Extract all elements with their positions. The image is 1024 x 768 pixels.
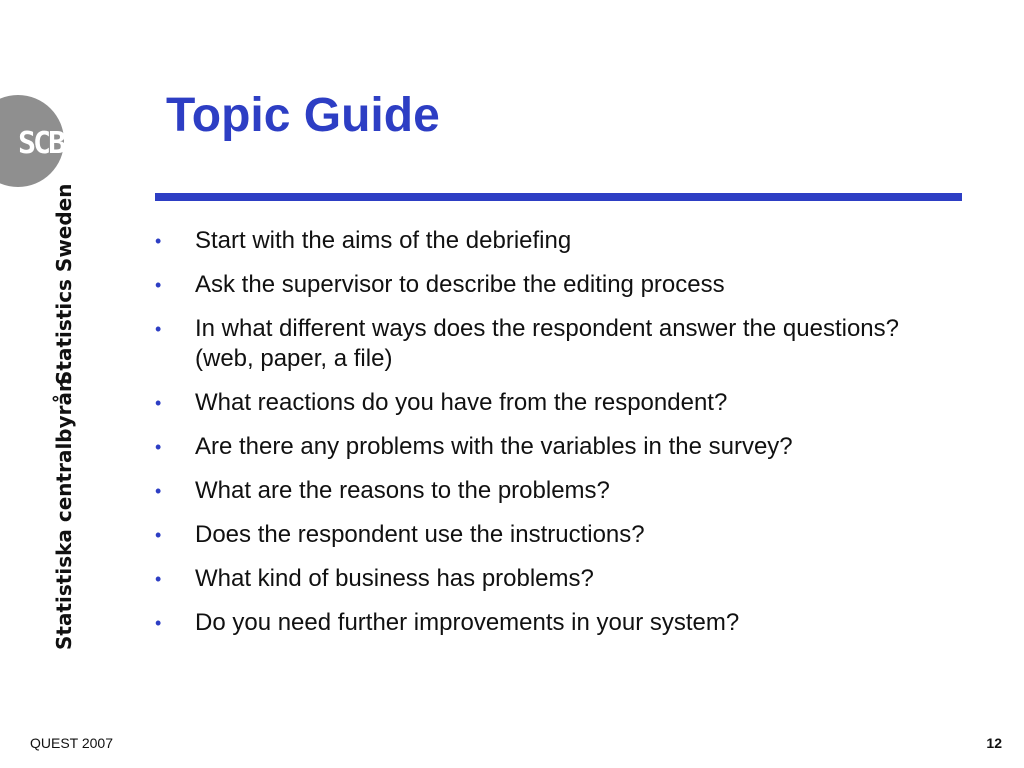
bullet-icon: • (155, 437, 162, 457)
bullet-item (155, 314, 935, 374)
slide-title: Topic Guide (166, 89, 440, 142)
bullet-icon: • (155, 481, 162, 501)
bullet-item (155, 226, 935, 256)
bullet-text: What are the reasons to the problems? (195, 477, 610, 504)
bullet-text: What kind of business has problems? (195, 565, 594, 592)
page-number: 12 (986, 735, 1002, 751)
org-name-english: Statistics Sweden (52, 183, 76, 385)
bullet-item (155, 564, 935, 594)
org-name-swedish: Statistiska centralbyrån (52, 377, 76, 650)
bullet-item (155, 432, 935, 462)
bullet-item (155, 270, 935, 300)
bullet-icon: • (155, 569, 162, 589)
bullet-text: Are there any problems with the variables in the survey? (195, 433, 793, 460)
scb-logo-letters: SCB (18, 126, 64, 161)
title-underline (155, 193, 962, 201)
bullet-text: Do you need further improvements in your system? (195, 609, 740, 636)
bullet-list (155, 226, 935, 652)
bullet-text: Does the respondent use the instructions? (195, 521, 645, 548)
bullet-text: In what different ways does the respondent answer the questions? (web, paper, a file) (195, 315, 900, 372)
bullet-item (155, 608, 935, 638)
bullet-item (155, 520, 935, 550)
bullet-text: What reactions do you have from the respondent? (195, 389, 728, 416)
bullet-icon: • (155, 393, 162, 413)
bullet-icon: • (155, 275, 162, 295)
bullet-icon: • (155, 525, 162, 545)
bullet-icon: • (155, 613, 162, 633)
bullet-item (155, 388, 935, 418)
bullet-text: Start with the aims of the debriefing (195, 227, 572, 254)
bullet-item (155, 476, 935, 506)
footer-conference: QUEST 2007 (30, 735, 114, 751)
bullet-icon: • (155, 231, 162, 251)
bullet-icon: • (155, 319, 162, 339)
bullet-text: Ask the supervisor to describe the editing process (195, 271, 725, 298)
